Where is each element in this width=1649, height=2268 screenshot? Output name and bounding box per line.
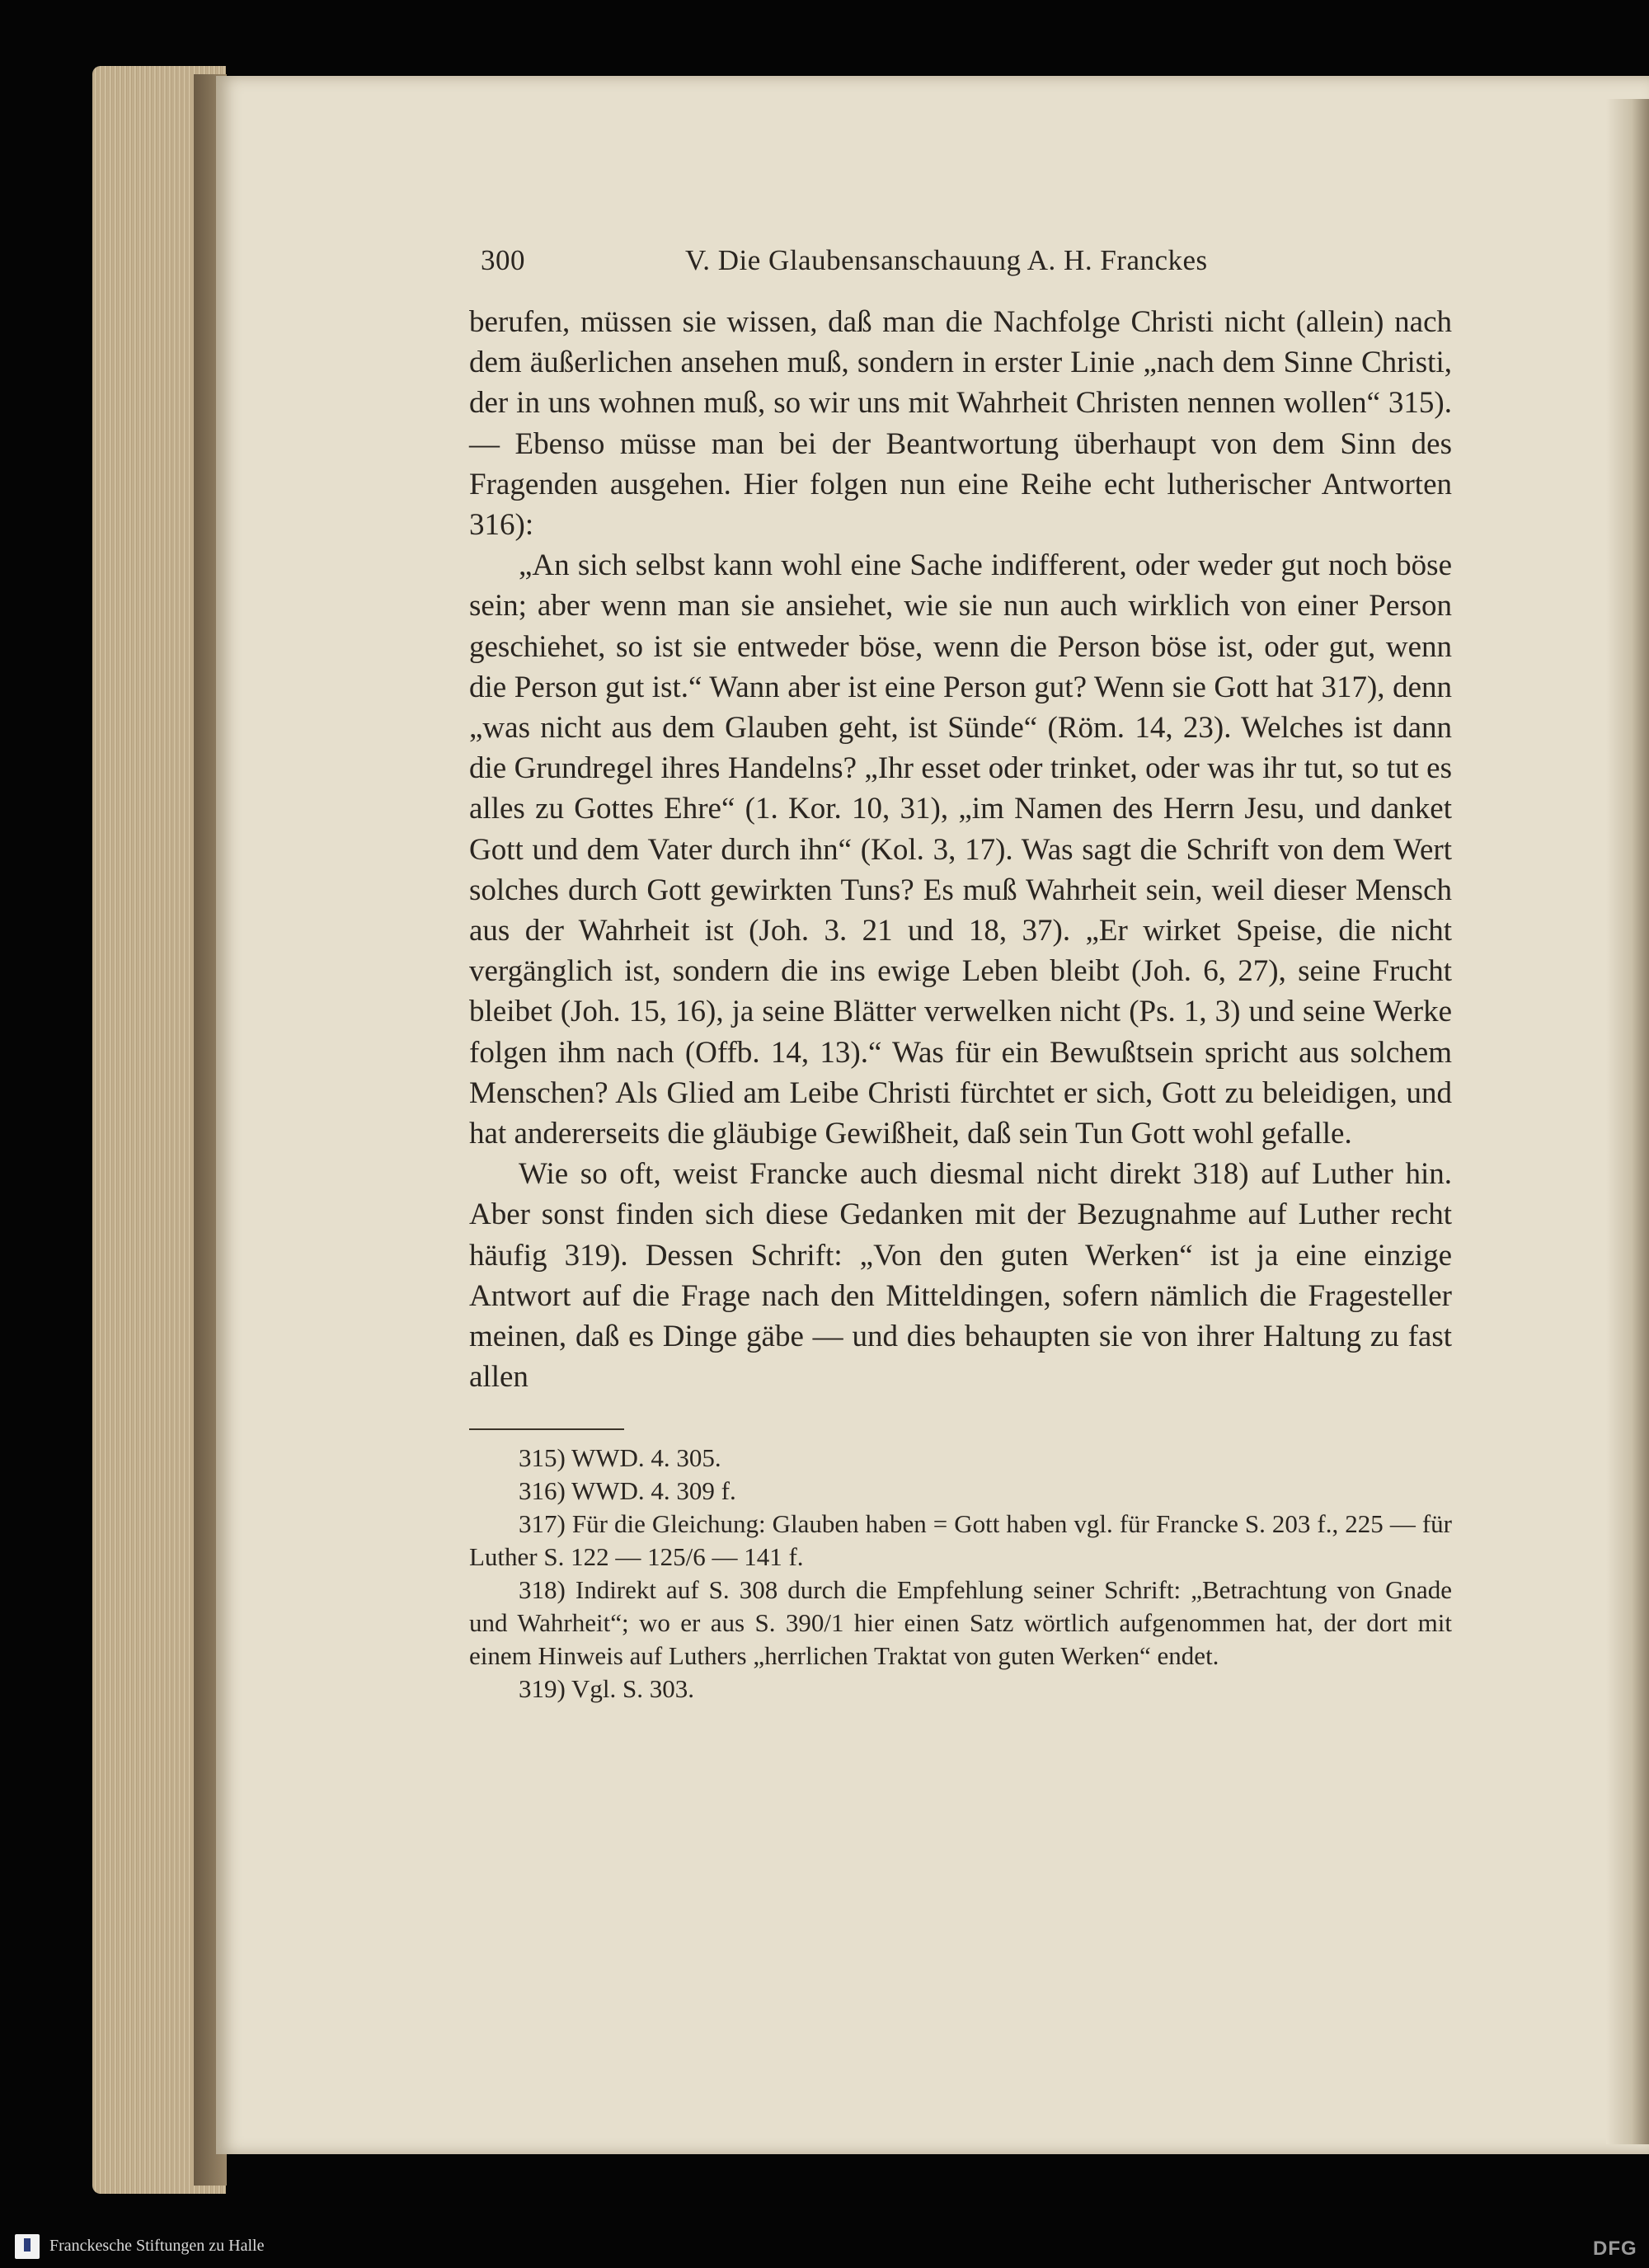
footnotes [469, 1442, 1452, 1706]
running-head [469, 244, 1452, 292]
body-paragraph: berufen, müssen sie wissen, daß man die Nachfolge Christi nicht (allein) nach dem äußerlichen ansehen muß, sondern in erster Linie „nach dem Sinne Christi, der in uns wohnen muß, so wir uns mit Wahrheit Christen nennen wollen“ 315). — Ebenso müsse man bei der Beantwortung überhaupt von dem Sinn des Fragenden ausgehen. Hier folgen nun eine Reihe echt lutherischer Antworten 316): [469, 305, 1452, 543]
footnote: 317) Für die Gleichung: Glauben haben = Gott haben vgl. für Francke S. 203 f., 225 — für Luther S. 122 — 125/6 — 141 f. [469, 1509, 1452, 1572]
body-paragraph: „An sich selbst kann wohl eine Sache indifferent, oder weder gut noch böse sein; aber wenn man sie ansiehet, wie sie nun auch wirklich von einer Person geschiehet, so ist sie entweder böse, wenn die Person böse ist, oder gut, wenn die Person gut ist.“ Wann aber ist eine Person gut? Wenn sie Gott hat 317), denn „was nicht aus dem Glauben geht, ist Sünde“ (Röm. 14, 23). Welches ist dann die Grundregel ihres Handelns? „Ihr esset oder trinket, oder was ihr tut, so tut es alles zu Gottes Ehre“ (1. Kor. 10, 31), „im Namen des Herrn Jesu, und danket Gott und dem Vater durch ihn“ (Kol. 3, 17). Was sagt die Schrift von dem Wert solches durch Gott gewirkten Tuns? Es muß Wahrheit sein, weil dieser Mensch aus der Wahrheit ist (Joh. 3. 21 und 18, 37). „Er wirket Speise, die nicht vergänglich ist, sondern die ins ewige Leben bleibt (Joh. 6, 27), seine Frucht bleibet (Joh. 15, 16), ja seine Blätter verwelken nicht (Ps. 1, 3) und seine Werke folgen ihm nach (Offb. 14, 13).“ Was für ein Bewußtsein spricht aus solchem Menschen? Als Glied am Leibe Christi fürchtet er sich, Gott zu beleidigen, und hat andererseits die gläubige Gewißheit, daß sein Tun Gott wohl gefalle. [469, 548, 1452, 1151]
body-text [469, 302, 1452, 1397]
footnote: 319) Vgl. S. 303. [519, 1674, 695, 1704]
body-paragraph: Wie so oft, weist Francke auch diesmal nicht direkt 318) auf Luther hin. Aber sonst finden sich diese Gedanken mit der Bezugnahme auf Luther recht häufig 319). Dessen Schrift: „Von den guten Werken“ ist ja eine einzige Antwort auf die Frage nach den Mitteldingen, sofern nämlich die Fragesteller meinen, daß es Dinge gäbe — und dies behaupten sie von ihrer Haltung zu fast allen [469, 1157, 1452, 1395]
page-number: 300 [481, 244, 525, 276]
footnote-divider [469, 1428, 624, 1430]
footnote: 318) Indirekt auf S. 308 durch die Empfehlung seiner Schrift: „Betrachtung von Gnade und Wahrheit“; wo er aus S. 390/1 hier einen Satz wörtlich aufgenommen hat, der dort mit einem Hinweis auf Luthers „herrlichen Traktat von guten Werken“ endet. [469, 1575, 1452, 1671]
page-fold-shadow [1606, 99, 1649, 2144]
footnote: 316) WWD. 4. 309 f. [519, 1476, 736, 1506]
footnote: 315) WWD. 4. 305. [519, 1443, 721, 1473]
chapter-title: V. Die Glaubensanschauung A. H. Franckes [685, 244, 1208, 276]
dfg-logo: DFG [1593, 2237, 1637, 2260]
page-text-block [469, 244, 1452, 1706]
institution-name: Franckesche Stiftungen zu Halle [49, 2237, 265, 2255]
institution-logo-icon [15, 2234, 40, 2259]
